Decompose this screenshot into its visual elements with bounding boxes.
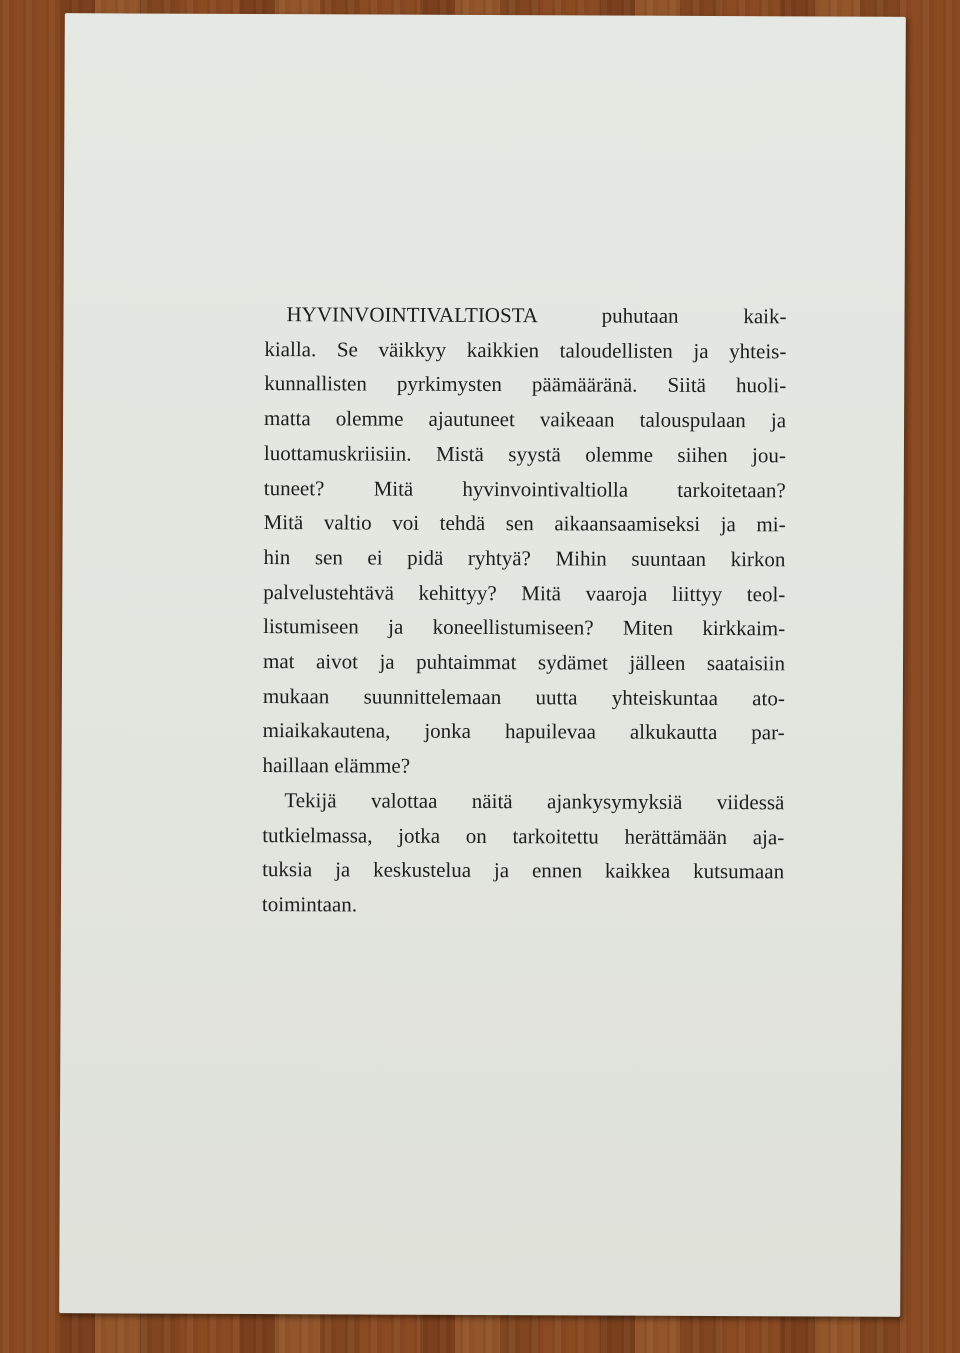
text-line: matta olemme ajautuneet vaikeaan talouspulaan ja xyxy=(264,406,787,433)
text-line: kunnallisten pyrkimysten päämääränä. Siitä huoli- xyxy=(264,371,787,398)
paragraph-1 xyxy=(262,297,786,785)
text-line: listumiseen ja koneellistumiseen? Miten kirkkaim- xyxy=(263,614,786,641)
blurb-text xyxy=(262,297,787,924)
text-line: kialla. Se väikkyy kaikkien taloudellisten ja yhteis- xyxy=(264,336,787,364)
text-line: hin sen ei pidä ryhtyä? Mihin suuntaan kirkon xyxy=(263,544,786,572)
text-line: miaikakautena, jonka hapuilevaa alkukautta par- xyxy=(262,718,785,745)
text-line: tuneet? Mitä hyvinvointivaltiolla tarkoitetaan? xyxy=(263,475,786,502)
book-back-cover xyxy=(59,13,906,1317)
text-line: Mitä valtio voi tehdä sen aikaansaamiseksi ja mi- xyxy=(263,510,786,537)
text-line: haillaan elämme? xyxy=(262,753,411,778)
paragraph-2 xyxy=(262,783,785,924)
text-line: luottamuskriisiin. Mistä syystä olemme siihen jou- xyxy=(263,440,786,468)
text-line: tutkielmassa, jotka on tarkoitettu herättämään aja- xyxy=(262,822,785,849)
text-line: mat aivot ja puhtaimmat sydämet jälleen saataisiin xyxy=(262,649,786,676)
text-line: HYVINVOINTIVALTIOSTA puhutaan kaik- xyxy=(286,302,787,329)
text-line: tuksia ja keskustelua ja ennen kaikkea kutsumaan xyxy=(262,857,785,884)
text-line: Tekijä valottaa näitä ajankysymyksiä viidessä xyxy=(284,787,785,815)
text-line: mukaan suunnittelemaan uutta yhteiskuntaa ato- xyxy=(262,683,785,711)
text-line: palvelustehtävä kehittyy? Mitä vaaroja liittyy teol- xyxy=(263,579,786,606)
text-line: toimintaan. xyxy=(261,891,358,917)
